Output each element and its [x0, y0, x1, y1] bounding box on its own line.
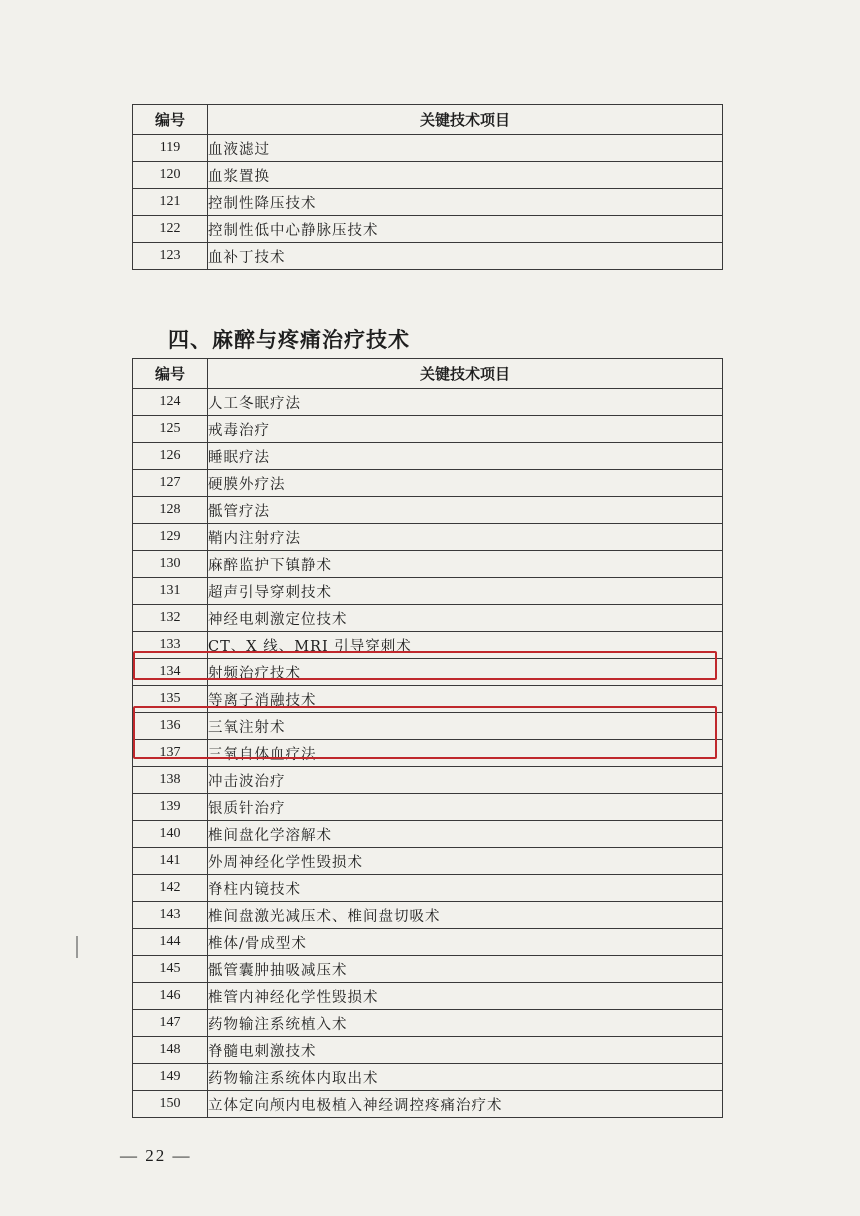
- scan-edge-mark: [76, 936, 78, 958]
- row-number: 123: [133, 243, 208, 270]
- table-row: [133, 902, 723, 929]
- table-row: [133, 659, 723, 686]
- table-body: [133, 389, 723, 1118]
- row-number: 146: [133, 983, 208, 1010]
- row-item: 血补丁技术: [208, 243, 723, 270]
- row-number: 145: [133, 956, 208, 983]
- row-number: 129: [133, 524, 208, 551]
- row-item: 射频治疗技术: [208, 659, 723, 686]
- table-row: [133, 497, 723, 524]
- table-row: [133, 740, 723, 767]
- table-row: [133, 875, 723, 902]
- row-number: 131: [133, 578, 208, 605]
- row-item: 外周神经化学性毁损术: [208, 848, 723, 875]
- row-item: 麻醉监护下镇静术: [208, 551, 723, 578]
- row-item: 超声引导穿刺技术: [208, 578, 723, 605]
- row-number: 122: [133, 216, 208, 243]
- row-number: 150: [133, 1091, 208, 1118]
- table-row: [133, 713, 723, 740]
- row-item: 药物输注系统植入术: [208, 1010, 723, 1037]
- table-row: [133, 956, 723, 983]
- row-number: 136: [133, 713, 208, 740]
- row-item: 椎间盘化学溶解术: [208, 821, 723, 848]
- row-number: 120: [133, 162, 208, 189]
- row-item: 骶管疗法: [208, 497, 723, 524]
- table-row: [133, 416, 723, 443]
- table-row: [133, 470, 723, 497]
- header-number: 编号: [133, 105, 208, 135]
- row-item: 银质针治疗: [208, 794, 723, 821]
- row-item: 控制性降压技术: [208, 189, 723, 216]
- row-number: 119: [133, 135, 208, 162]
- row-number: 125: [133, 416, 208, 443]
- row-number: 148: [133, 1037, 208, 1064]
- table-row: [133, 216, 723, 243]
- header-item: 关键技术项目: [208, 359, 723, 389]
- row-item: 三氧注射术: [208, 713, 723, 740]
- table-row: [133, 443, 723, 470]
- table-row: [133, 1064, 723, 1091]
- row-item: 控制性低中心静脉压技术: [208, 216, 723, 243]
- row-number: 132: [133, 605, 208, 632]
- page-number: — 22 —: [120, 1146, 192, 1165]
- row-item: 骶管囊肿抽吸减压术: [208, 956, 723, 983]
- row-item: 血浆置换: [208, 162, 723, 189]
- row-item: 椎间盘激光减压术、椎间盘切吸术: [208, 902, 723, 929]
- row-item: 硬膜外疗法: [208, 470, 723, 497]
- table-row: [133, 767, 723, 794]
- row-item: 椎管内神经化学性毁损术: [208, 983, 723, 1010]
- row-item: 鞘内注射疗法: [208, 524, 723, 551]
- row-item: 立体定向颅内电极植入神经调控疼痛治疗术: [208, 1091, 723, 1118]
- row-item: 人工冬眠疗法: [208, 389, 723, 416]
- row-number: 143: [133, 902, 208, 929]
- row-number: 134: [133, 659, 208, 686]
- table-row: [133, 821, 723, 848]
- row-number: 127: [133, 470, 208, 497]
- row-number: 138: [133, 767, 208, 794]
- row-number: 142: [133, 875, 208, 902]
- row-item: 椎体/骨成型术: [208, 929, 723, 956]
- row-item: CT、X 线、MRI 引导穿刺术: [208, 632, 723, 659]
- table-row: [133, 686, 723, 713]
- row-item: 戒毒治疗: [208, 416, 723, 443]
- section-title: 四、麻醉与疼痛治疗技术: [168, 328, 410, 352]
- row-number: 121: [133, 189, 208, 216]
- row-item: 三氧自体血疗法: [208, 740, 723, 767]
- table-row: [133, 1091, 723, 1118]
- row-number: 140: [133, 821, 208, 848]
- header-item: 关键技术项目: [208, 105, 723, 135]
- row-item: 药物输注系统体内取出术: [208, 1064, 723, 1091]
- table-header-row: [133, 359, 723, 389]
- row-item: 脊柱内镜技术: [208, 875, 723, 902]
- row-number: 141: [133, 848, 208, 875]
- table-row: [133, 524, 723, 551]
- row-item: 睡眠疗法: [208, 443, 723, 470]
- technology-table-2: [132, 358, 723, 1118]
- table-row: [133, 1037, 723, 1064]
- row-item: 血液滤过: [208, 135, 723, 162]
- table-row: [133, 848, 723, 875]
- table-row: [133, 794, 723, 821]
- table-header-row: [133, 105, 723, 135]
- table-row: [133, 389, 723, 416]
- table-row: [133, 162, 723, 189]
- row-number: 149: [133, 1064, 208, 1091]
- table-row: [133, 929, 723, 956]
- table-row: [133, 632, 723, 659]
- table-row: [133, 243, 723, 270]
- row-item: 冲击波治疗: [208, 767, 723, 794]
- row-number: 124: [133, 389, 208, 416]
- row-number: 126: [133, 443, 208, 470]
- row-number: 139: [133, 794, 208, 821]
- table-row: [133, 983, 723, 1010]
- row-number: 128: [133, 497, 208, 524]
- table-row: [133, 578, 723, 605]
- row-number: 137: [133, 740, 208, 767]
- header-number: 编号: [133, 359, 208, 389]
- row-item: 神经电刺激定位技术: [208, 605, 723, 632]
- row-item: 等离子消融技术: [208, 686, 723, 713]
- table-row: [133, 189, 723, 216]
- table-row: [133, 1010, 723, 1037]
- table-body: [133, 135, 723, 270]
- row-number: 135: [133, 686, 208, 713]
- table-row: [133, 135, 723, 162]
- table-row: [133, 551, 723, 578]
- table-row: [133, 605, 723, 632]
- row-item: 脊髓电刺激技术: [208, 1037, 723, 1064]
- technology-table-1: [132, 104, 723, 270]
- row-number: 133: [133, 632, 208, 659]
- row-number: 130: [133, 551, 208, 578]
- row-number: 144: [133, 929, 208, 956]
- row-number: 147: [133, 1010, 208, 1037]
